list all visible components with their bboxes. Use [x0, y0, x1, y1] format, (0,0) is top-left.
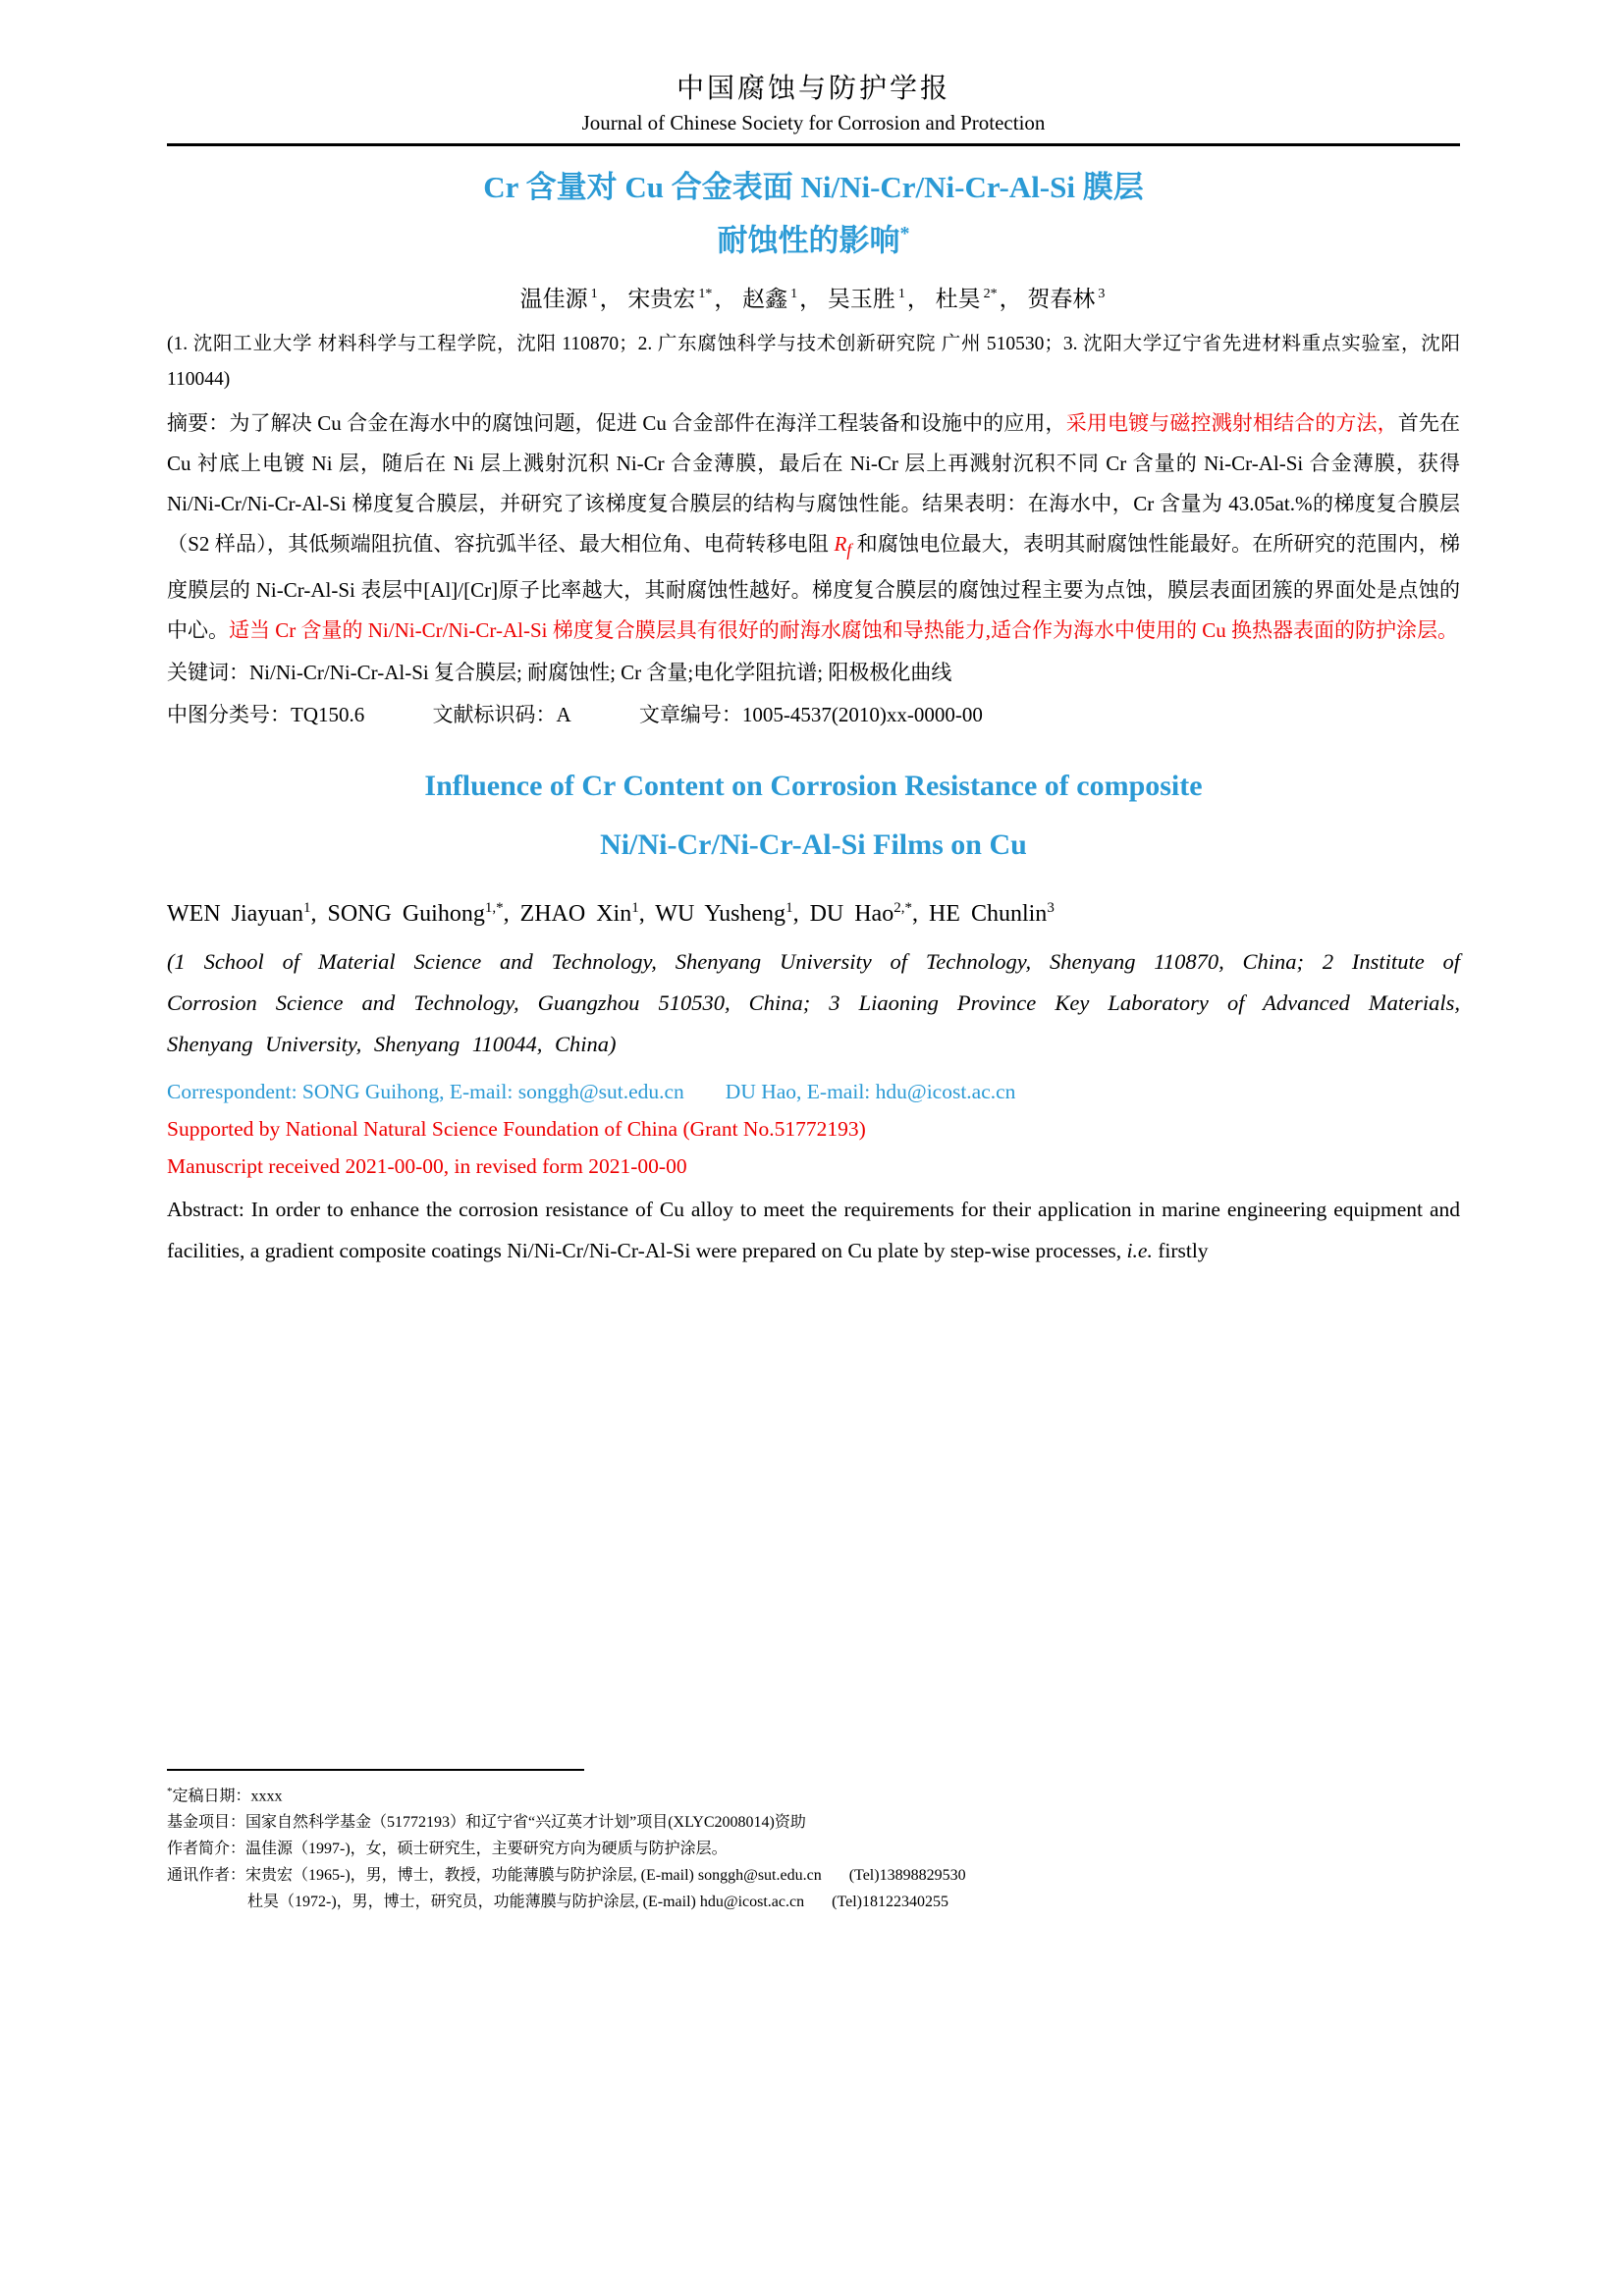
author-cn-name: 宋贵宏	[627, 286, 696, 311]
title-footnote-mark: *	[899, 223, 910, 245]
footnote-author-bio: 作者简介：温佳源（1997-)，女，硕士研究生，主要研究方向为硬质与防护涂层。	[167, 1841, 728, 1858]
author-cn-affmark: 3	[1098, 287, 1106, 302]
charge-transfer-resistance-symbol	[834, 531, 852, 561]
author-cn-name: 杜昊	[935, 286, 981, 311]
author-en-name: SONG Guihong	[327, 901, 485, 928]
author-cn-affmark: 1	[790, 287, 798, 302]
paper-title-cn-line2-text: 耐蚀性的影响	[717, 223, 900, 258]
document-code-value: A	[556, 703, 571, 727]
author-cn	[828, 287, 930, 311]
clc-value: TQ150.6	[291, 703, 365, 727]
author-separator: ，	[799, 286, 823, 311]
author-separator: ，	[714, 286, 737, 311]
author-separator: ,	[638, 901, 656, 928]
abstract-cn-seg5: 和腐蚀电位最大，表明其耐腐蚀性能最好。在所研究的范围内，梯度膜层的 Ni-Cr-Al-Si 表层中[Al]/[Cr]原子比率越大，其耐腐蚀性越好。梯度复合膜层的腐蚀过程主要为点蚀，膜层表面团簇的界面处是点蚀的中心。	[167, 531, 1460, 643]
author-cn-affmark: 2*	[983, 287, 998, 302]
footnote-correspondent-2-text: 杜昊（1972-)，男，博士，研究员，功能薄膜与防护涂层, (E-mail) hdu@icost.ac.cn	[247, 1894, 805, 1911]
author-en-affmark: 1,*	[484, 900, 504, 917]
footnote-date	[167, 1779, 1460, 1809]
authors-en	[167, 888, 1460, 934]
author-separator: ，	[999, 286, 1022, 311]
header-rule	[167, 143, 1460, 146]
abstract-en-ie: i.e.	[1126, 1239, 1153, 1263]
classification-line	[167, 695, 1460, 735]
abstract-cn-method-red: 采用电镀与磁控溅射相结合的方法，	[1065, 410, 1398, 435]
author-separator: ，	[906, 286, 930, 311]
footnote-correspondent-1-text: 通讯作者：宋贵宏（1965-)，男，博士，教授，功能薄膜与防护涂层, (E-mail) songgh@sut.edu.cn	[167, 1867, 822, 1885]
author-separator: ,	[503, 901, 520, 928]
clc-label: 中图分类号：	[167, 703, 291, 727]
author-en	[810, 901, 929, 927]
correspondent-line	[167, 1073, 1460, 1110]
keywords-line	[167, 653, 1460, 693]
supported-line: Supported by National Natural Science Foundation of China (Grant No.51772193)	[167, 1117, 866, 1142]
author-cn	[520, 287, 623, 311]
correspondent-du: DU Hao, E-mail: hdu@icost.ac.cn	[725, 1080, 1016, 1104]
author-cn-affmark: 1*	[698, 287, 713, 302]
abstract-cn	[167, 403, 1460, 651]
author-cn-affmark: 1	[590, 287, 598, 302]
paper-title-cn-line2	[167, 221, 1460, 261]
keywords-text: Ni/Ni-Cr/Ni-Cr-Al-Si 复合膜层; 耐腐蚀性; Cr 含量;电化学阻抗谱; 阳极极化曲线	[249, 661, 952, 685]
author-en	[327, 901, 519, 927]
abstract-cn-label: 摘要：	[167, 410, 230, 435]
author-en	[929, 901, 1055, 927]
page-content	[167, 0, 1460, 1271]
paper-title-en-line1: Influence of Cr Content on Corrosion Resistance of composite	[424, 770, 1203, 803]
author-cn-name: 温佳源	[519, 286, 588, 311]
author-cn	[627, 287, 736, 311]
footnote-asterisk: *	[167, 1786, 173, 1797]
footnote-correspondent-2-tel: (Tel)18122340255	[832, 1894, 948, 1911]
footnote-fund: 基金项目：国家自然科学基金（51772193）和辽宁省“兴辽英才计划”项目(XLYC2008014)资助	[167, 1814, 806, 1832]
paper-title-en-line2: Ni/Ni-Cr/Ni-Cr-Al-Si Films on Cu	[600, 828, 1027, 862]
author-en	[520, 901, 656, 927]
author-en-name: WEN Jiayuan	[167, 901, 303, 928]
abstract-cn-seg3: 首先在 Cu 衬底上电镀 Ni 层，随后在 Ni 层上溅射沉积 Ni-Cr 合金薄膜，最后在 Ni-Cr 层上再溅射沉积不同 Cr 含量的 Ni-Cr-Al-Si 合金薄膜，获得 Ni/Ni-Cr/Ni-Cr-Al-Si 梯度复合膜层，并研究了该梯度复合膜层的结构与腐蚀性能。结果表明：在海水中，Cr 含量为 43.05at.%的梯度复合膜层（S2 样品），其低频端阻抗值、容抗弧半径、最大相位角、电荷转移电阻	[167, 410, 1461, 556]
author-cn	[936, 287, 1022, 311]
author-en-affmark: 1	[631, 900, 639, 917]
author-cn-name: 贺春林	[1027, 286, 1096, 311]
author-separator: ，	[599, 286, 623, 311]
author-en-name: HE Chunlin	[928, 901, 1048, 928]
abstract-cn-seg1: 为了解决 Cu 合金在海水中的腐蚀问题，促进 Cu 合金部件在海洋工程装备和设施中的应用，	[229, 410, 1066, 435]
author-en-affmark: 1	[785, 900, 793, 917]
paper-title-cn-line1: Cr 含量对 Cu 合金表面 Ni/Ni-Cr/Ni-Cr-Al-Si 膜层	[483, 170, 1144, 204]
footnote-correspondent-1	[167, 1862, 1460, 1889]
author-cn-affmark: 1	[897, 287, 905, 302]
rf-subscript: f	[846, 540, 852, 561]
affiliation-cn: (1. 沈阳工业大学 材料科学与工程学院，沈阳 110870；2. 广东腐蚀科学与技术创新研究院 广州 510530；3. 沈阳大学辽宁省先进材料重点实验室，沈阳 110044)	[167, 333, 1460, 390]
author-cn	[1027, 287, 1107, 311]
keywords-label: 关键词：	[167, 661, 249, 685]
manuscript-received-line: Manuscript received 2021-00-00, in revised form 2021-00-00	[167, 1154, 687, 1179]
author-cn-name: 吴玉胜	[827, 286, 895, 311]
correspondent-song: Correspondent: SONG Guihong, E-mail: songgh@sut.edu.cn	[167, 1080, 684, 1104]
document-code	[433, 703, 571, 726]
article-number	[639, 703, 983, 726]
footnote-correspondent-1-tel: (Tel)13898829530	[848, 1867, 966, 1885]
author-en-affmark: 3	[1047, 900, 1055, 917]
article-number-value: 1005-4537(2010)xx-0000-00	[741, 703, 983, 727]
footnote-section	[167, 1769, 1460, 1915]
article-number-label: 文章编号：	[638, 703, 742, 727]
rf-letter: R	[834, 531, 847, 556]
abstract-en-seg1: Abstract: In order to enhance the corrosion resistance of Cu alloy to meet the requirements for their application in marine engineering equipment and facilities, a gradient composite coatings Ni/Ni-Cr/Ni-Cr-Al-Si were prepared on Cu plate by step-wise processes,	[167, 1198, 1460, 1263]
author-en	[167, 901, 327, 927]
author-cn-name: 赵鑫	[742, 286, 788, 311]
author-en-name: DU Hao	[809, 901, 894, 928]
document-code-label: 文献标识码：	[432, 703, 557, 727]
author-en-name: WU Yusheng	[655, 901, 786, 928]
author-separator: ,	[310, 901, 328, 928]
affiliation-en: (1 School of Material Science and Technology, Shenyang University of Technology, Shenyang 110870, China; 2 Institute of Corrosion Science and Technology, Guangzhou 510530, China; 3 Liaoning Province Key Laboratory of Advanced Materials, Shenyang University, Shenyang 110044, China)	[167, 949, 1460, 1057]
abstract-cn-conclusion-red: 适当 Cr 含量的 Ni/Ni-Cr/Ni-Cr-Al-Si 梯度复合膜层具有很好的耐海水腐蚀和导热能力,适合作为海水中使用的 Cu 换热器表面的防护涂层。	[229, 618, 1458, 643]
author-en-name: ZHAO Xin	[519, 901, 632, 928]
footnote-separator-rule	[167, 1769, 584, 1771]
journal-title-en: Journal of Chinese Society for Corrosion and Protection	[581, 111, 1046, 134]
abstract-en	[167, 1189, 1460, 1271]
authors-cn	[167, 281, 1460, 313]
journal-title-cn: 中国腐蚀与防护学报	[676, 74, 950, 104]
footnote-date-text: 定稿日期：xxxx	[172, 1788, 283, 1805]
author-en	[655, 901, 809, 927]
author-cn	[742, 287, 822, 311]
author-separator: ,	[792, 901, 810, 928]
author-separator: ,	[911, 901, 929, 928]
author-en-affmark: 2,*	[893, 900, 912, 917]
clc-number	[167, 703, 364, 726]
footnote-correspondent-2	[167, 1889, 1460, 1915]
abstract-en-seg2: firstly	[1152, 1239, 1209, 1263]
author-en-affmark: 1	[302, 900, 311, 917]
